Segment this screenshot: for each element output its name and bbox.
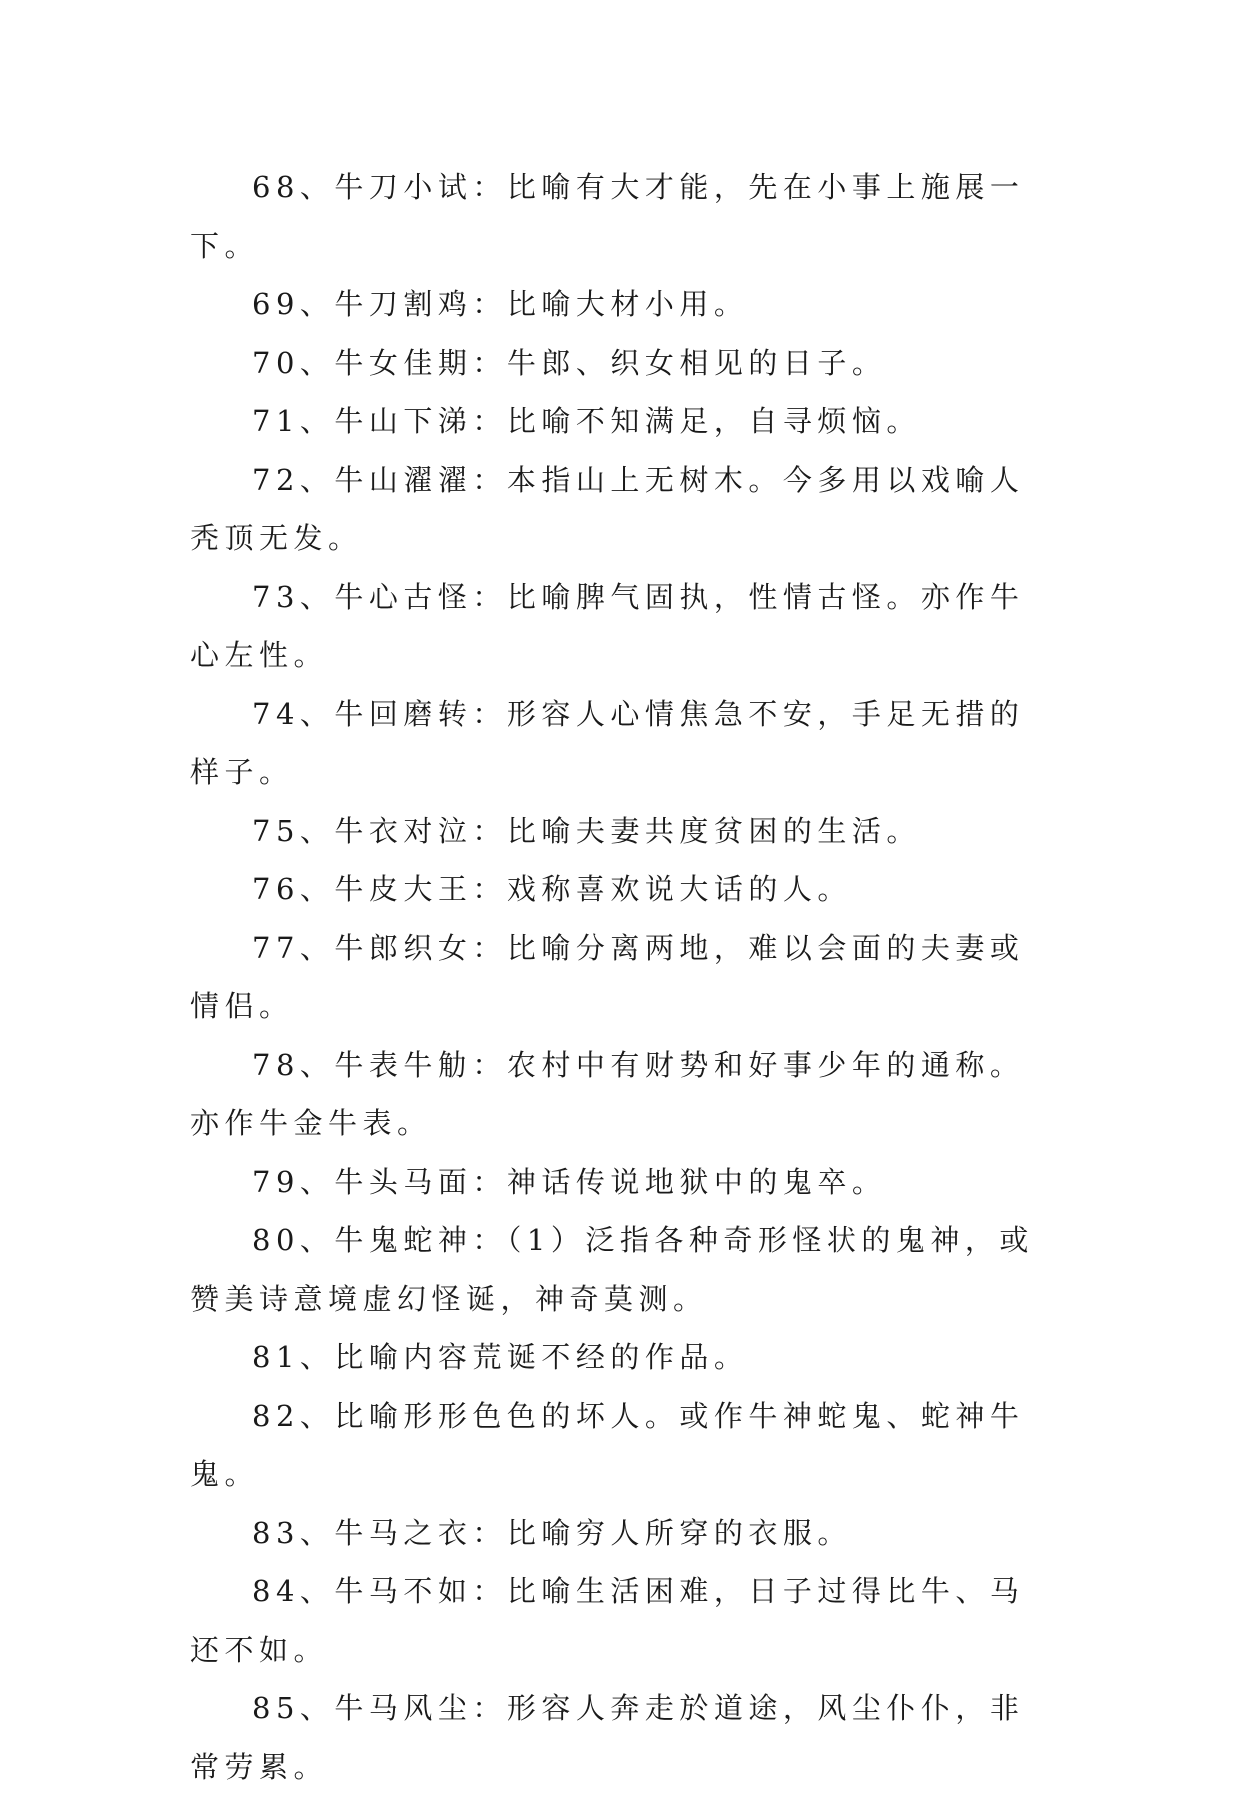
- entry-82: 82、比喻形形色色的坏人。或作牛神蛇鬼、蛇神牛鬼。: [190, 1398, 1025, 1491]
- document-body: [190, 158, 1050, 1796]
- entry-73: 73、牛心古怪：比喻脾气固执，性情古怪。亦作牛心左性。: [190, 579, 1025, 672]
- entry-74: 74、牛回磨转：形容人心情焦急不安，手足无措的样子。: [190, 696, 1025, 789]
- entry-75: 75、牛衣对泣：比喻夫妻共度贫困的生活。: [252, 813, 921, 848]
- entry-68: 68、牛刀小试：比喻有大才能，先在小事上施展一下。: [190, 170, 1025, 263]
- entry-84: 84、牛马不如：比喻生活困难，日子过得比牛、马还不如。: [190, 1574, 1025, 1667]
- entry-81: 81、比喻内容荒诞不经的作品。: [252, 1340, 749, 1374]
- entry-80: 80、牛鬼蛇神：（1）泛指各种奇形怪状的鬼神，或赞美诗意境虚幻怪诞，神奇莫测。: [190, 1223, 1034, 1316]
- entry-77: 77、牛郎织女：比喻分离两地，难以会面的夫妻或情侣。: [190, 930, 1025, 1023]
- entry-76: 76、牛皮大王：戏称喜欢说大话的人。: [252, 872, 852, 906]
- entry-85: 85、牛马风尘：形容人奔走於道途，风尘仆仆，非常劳累。: [190, 1691, 1025, 1784]
- entry-83: 83、牛马之衣：比喻穷人所穿的衣服。: [252, 1515, 852, 1550]
- entry-69: 69、牛刀割鸡：比喻大材小用。: [252, 287, 749, 321]
- entry-79: 79、牛头马面：神话传说地狱中的鬼卒。: [252, 1164, 887, 1199]
- entry-71: 71、牛山下涕：比喻不知满足，自寻烦恼。: [252, 404, 921, 438]
- entry-70: 70、牛女佳期：牛郎、织女相见的日子。: [252, 345, 887, 380]
- entry-72: 72、牛山濯濯：本指山上无树木。今多用以戏喻人秃顶无发。: [190, 462, 1025, 555]
- entry-78: 78、牛表牛觔：农村中有财势和好事少年的通称。亦作牛金牛表。: [190, 1047, 1025, 1140]
